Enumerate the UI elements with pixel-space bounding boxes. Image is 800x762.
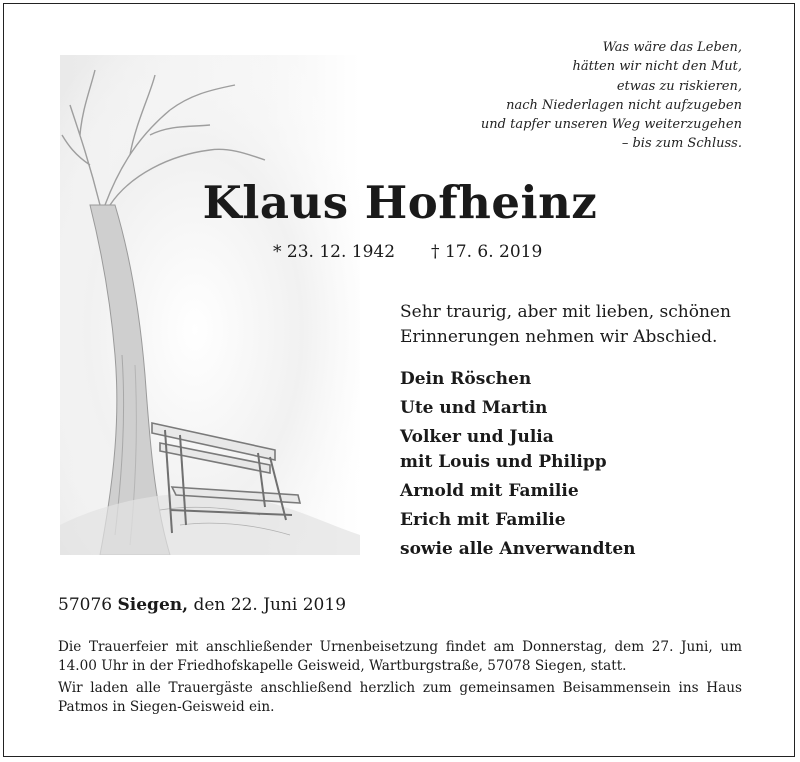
mourner: Ute und Martin	[400, 398, 548, 418]
tree-and-bench-icon	[60, 55, 360, 555]
farewell-message	[400, 300, 731, 350]
poem-line: nach Niederlagen nicht aufzugeben	[506, 97, 742, 113]
deceased-name: Klaus Hofheinz	[202, 176, 598, 229]
mourner: mit Louis und Philipp	[400, 452, 607, 472]
mourner: Dein Röschen	[400, 369, 532, 389]
death-date: † 17. 6. 2019	[431, 242, 543, 262]
poem-line: etwas zu riskieren,	[616, 78, 742, 94]
mourner: Erich mit Familie	[400, 510, 566, 530]
message-line: Erinnerungen nehmen wir Abschied.	[400, 327, 718, 347]
zip-code: 57076	[58, 595, 113, 615]
date: den 22. Juni 2019	[193, 595, 347, 615]
message-line: Sehr traurig, aber mit lieben, schönen	[400, 302, 731, 322]
poem-line: hätten wir nicht den Mut,	[572, 59, 742, 75]
mourner: Arnold mit Familie	[400, 481, 579, 501]
poem	[422, 38, 742, 154]
poem-line: und tapfer unseren Weg weiterzugehen	[480, 117, 742, 133]
birth-date: * 23. 12. 1942	[273, 242, 396, 262]
mourner: Volker und Julia	[400, 427, 554, 447]
mourners-list	[400, 367, 636, 562]
funeral-notice	[58, 638, 742, 720]
poem-line: – bis zum Schluss.	[621, 136, 742, 152]
city: Siegen,	[117, 595, 189, 615]
poem-line: Was wäre das Leben,	[602, 40, 742, 55]
mourner: sowie alle Anverwandten	[400, 539, 636, 559]
notice-paragraph: Wir laden alle Trauergäste anschließend herzlich zum gemeinsamen Beisammensein ins Haus Patmos in Siegen-Geisweid ein.	[58, 680, 742, 715]
life-dates	[273, 242, 542, 262]
place-date	[58, 595, 346, 615]
notice-paragraph: Die Trauerfeier mit anschließender Urnenbeisetzung findet am Donnerstag, dem 27. Juni, um 14.00 Uhr in der Friedhofskapelle Geisweid, Wartburgstraße, 57078 Siegen, statt.	[58, 639, 742, 674]
